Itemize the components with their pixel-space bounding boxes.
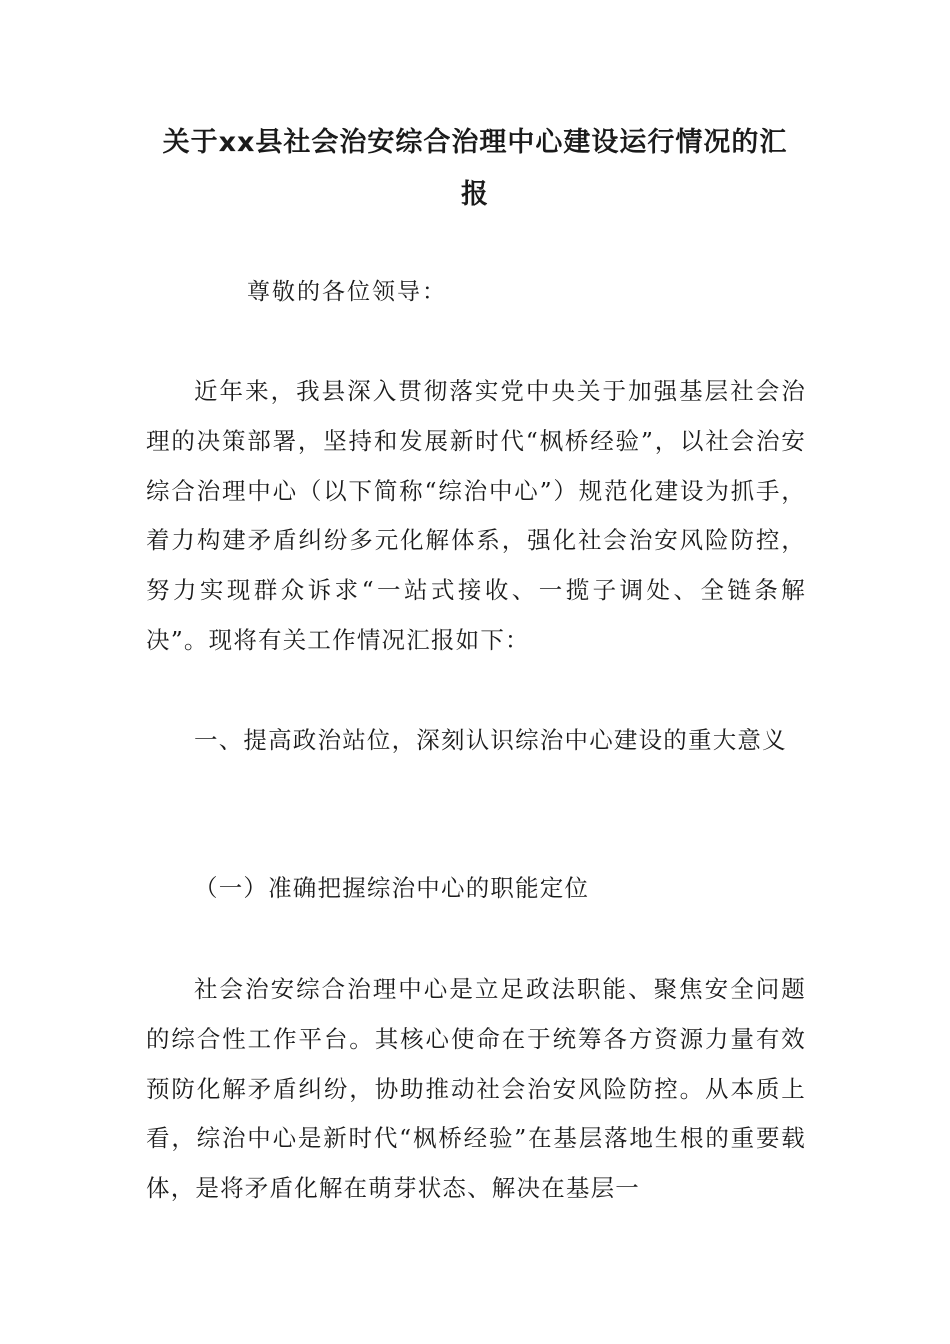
- subsection-heading-1: （一）准确把握综治中心的职能定位: [194, 874, 590, 902]
- document-title-line-1: 关于xx县社会治安综合治理中心建设运行情况的汇: [162, 127, 788, 158]
- intro-paragraph: 近年来，我县深入贯彻落实党中央关于加强基层社会治理的决策部署，坚持和发展新时代“枫桥经验”，以社会治安综合治理中心（以下简称“综治中心”）规范化建设为抓手，着力构建矛盾纠纷多元化解体系，强化社会治安风险防控，努力实现群众诉求“一站式接收、一揽子调处、全链条解决”。现将有关工作情况汇报如下：: [146, 377, 806, 654]
- section-heading-1: 一、提高政治站位，深刻认识综治中心建设的重大意义: [194, 726, 787, 754]
- document-title-line-2: 报: [461, 179, 489, 210]
- body-paragraph: 社会治安综合治理中心是立足政法职能、聚焦安全问题的综合性工作平台。其核心使命在于统筹各方资源力量有效预防化解矛盾纠纷，协助推动社会治安风险防控。从本质上看，综治中心是新时代“枫桥经验”在基层落地生根的重要载体，是将矛盾化解在萌芽状态、解决在基层一: [146, 975, 806, 1203]
- salutation: 尊敬的各位领导：: [247, 279, 447, 305]
